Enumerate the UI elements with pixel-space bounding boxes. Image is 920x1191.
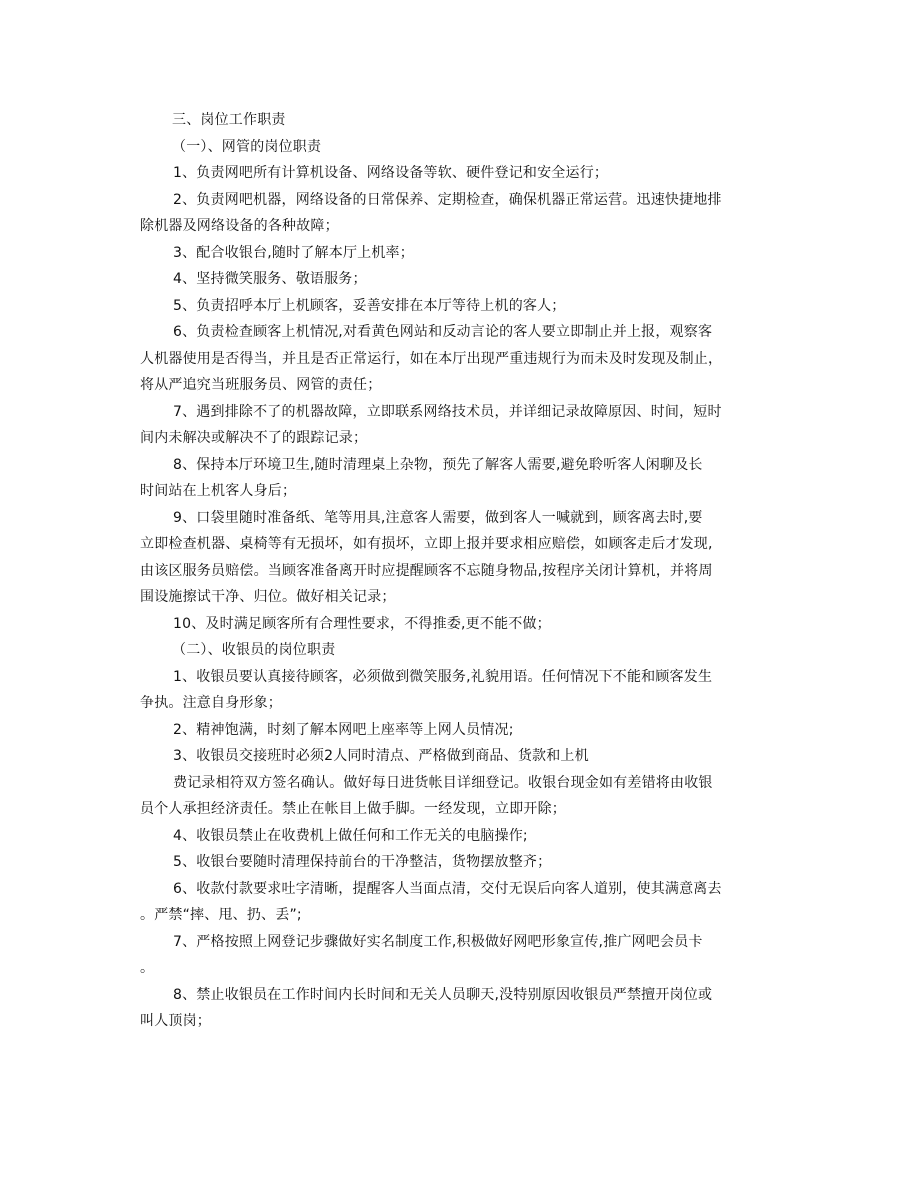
text-line: 1、负责网吧所有计算机设备、网络设备等软、硬件登记和安全运行； [173, 165, 609, 181]
text-line: 围设施擦试干净、归位。做好相关记录； [140, 589, 396, 605]
text-line: 8、禁止收银员在工作时间内长时间和无关人员聊天,没特别原因收银员严禁擅开岗位或 [173, 986, 713, 1003]
text-line: 5、收银台要随时清理保持前台的干净整洁，货物摆放整齐； [173, 854, 552, 870]
text-line: 4、坚持微笑服务、敬语服务； [173, 271, 367, 287]
text-line: 员个人承担经济责任。禁止在帐目上做手脚。一经发现，立即开除； [140, 801, 566, 817]
text-line: 6、负责检查顾客上机情况,对看黄色网站和反动言论的客人要立即制止并上报，观察客 [173, 324, 713, 340]
text-line: 费记录相符双方签名确认。做好每日进货帐目详细登记。收银台现金如有差错将由收银 [173, 774, 713, 791]
text-line: 4、收银员禁止在收费机上做任何和工作无关的电脑操作; [173, 827, 528, 844]
text-line: （二）、收银员的岗位职责 [172, 642, 336, 658]
text-line: 叫人顶岗； [140, 1013, 211, 1029]
text-line: 。 [140, 960, 155, 976]
text-line: 3、收银员交接班时必须2人同时清点、严格做到商品、货款和上机 [173, 748, 589, 764]
text-line: 10、及时满足顾客所有合理性要求，不得推委,更不能不做； [173, 615, 551, 632]
text-line: 3、配合收银台,随时了解本厅上机率； [173, 244, 414, 261]
text-line: 9、口袋里随时准备纸、笔等用具,注意客人需要，做到客人一喊就到，顾客离去时,要 [173, 509, 703, 526]
text-line: 三、岗位工作职责 [172, 112, 286, 128]
text-line: 6、收款付款要求吐字清晰，提醒客人当面点清，交付无误后向客人道别，使其满意离去 [173, 880, 722, 897]
text-line: 除机器及网络设备的各种故障； [140, 218, 339, 234]
text-line: 1、收银员要认真接待顾客，必须做到微笑服务,礼貌用语。任何情况下不能和顾客发生 [173, 668, 713, 685]
text-line: 争执。注意自身形象； [140, 695, 282, 711]
text-line: 立即检查机器、桌椅等有无损坏，如有损坏，立即上报并要求相应赔偿，如顾客走后才发现, [140, 536, 713, 552]
text-line: 人机器使用是否得当，并且是否正常运行，如在本厅出现严重违规行为而未及时发现及制止， [140, 350, 723, 367]
text-line: 间内未解决或解决不了的跟踪记录； [140, 430, 368, 446]
text-line: 8、保持本厅环境卫生,随时清理桌上杂物，预先了解客人需要,避免聆听客人闲聊及长 [173, 456, 703, 473]
text-line: 。严禁“摔、甩、扔、丢”; [140, 907, 302, 923]
text-line: 由该区服务员赔偿。当顾客准备离开时应提醒顾客不忘随身物品,按程序关闭计算机，并将周 [140, 562, 713, 579]
text-line: 将从严追究当班服务员、网管的责任； [140, 377, 382, 393]
text-line: 2、负责网吧机器，网络设备的日常保养、定期检查，确保机器正常运营。迅速快捷地排 [173, 191, 722, 208]
text-line: （一）、网管的岗位职责 [172, 138, 322, 155]
text-line: 2、精神饱满，时刻了解本网吧上座率等上网人员情况; [173, 721, 514, 738]
text-line: 时间站在上机客人身后； [140, 483, 297, 499]
text-line: 7、严格按照上网登记步骤做好实名制度工作,积极做好网吧形象宣传,推广网吧会员卡 [173, 933, 703, 950]
text-line: 5、负责招呼本厅上机顾客，妥善安排在本厅等待上机的客人； [173, 297, 566, 314]
text-line: 7、遇到排除不了的机器故障，立即联系网络技术员，并详细记录故障原因、时间，短时 [173, 403, 722, 420]
